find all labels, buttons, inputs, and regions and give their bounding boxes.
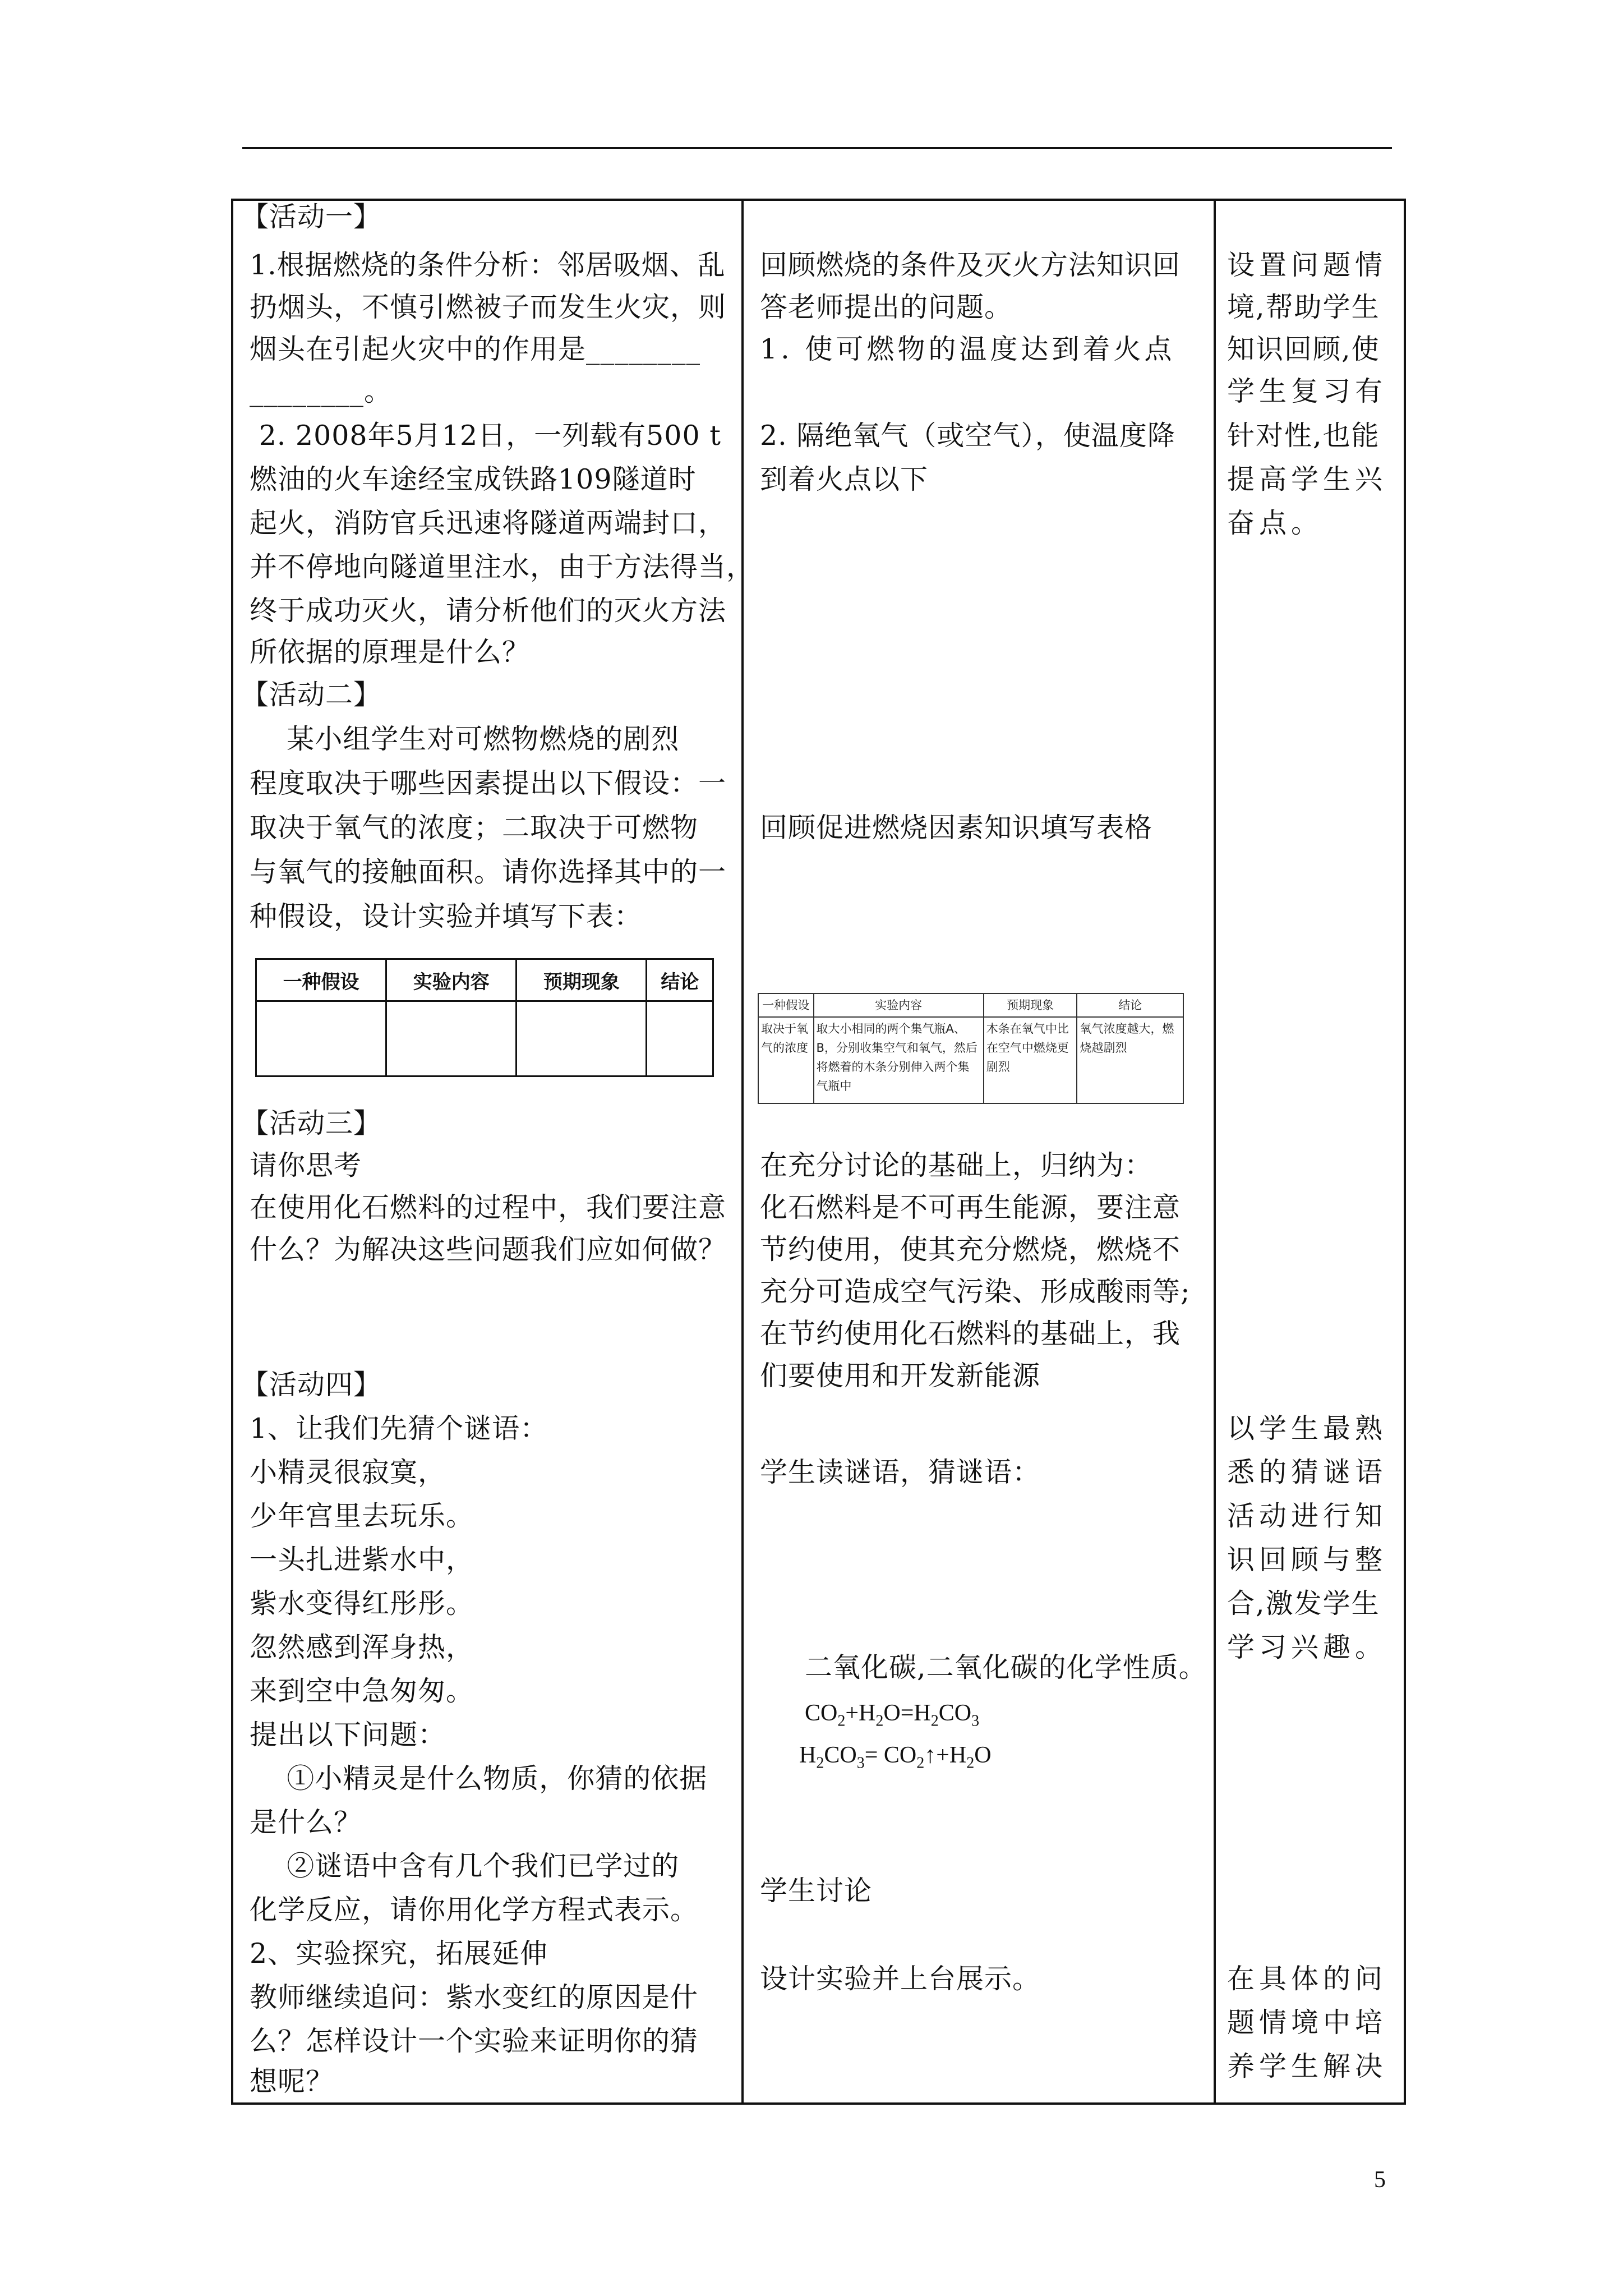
a4-line: 少年宫里去玩乐。 (250, 1500, 474, 1532)
table-cell (647, 1001, 713, 1076)
header-rule (242, 147, 1392, 149)
c2-line: 识回顾与整 (1227, 1544, 1387, 1576)
mini-table-header: 预期现象 (984, 993, 1077, 1017)
table-cell (256, 1001, 386, 1076)
a2-line: 种假设，设计实验并填写下表： (250, 900, 643, 932)
table-cell (517, 1001, 647, 1076)
a3-line: 请你思考 (250, 1149, 362, 1181)
q2-line: 并不停地向隧道里注水，由于方法得当， (250, 551, 755, 583)
mini-table-header: 结论 (1077, 993, 1183, 1017)
a4-line: 紫水变得红彤彤。 (250, 1588, 474, 1619)
table-header: 实验内容 (386, 959, 517, 1001)
b6-text: 学生讨论 (760, 1875, 873, 1907)
b3-line: 化石燃料是不可再生能源，要注意 (760, 1191, 1181, 1223)
a2-line: 某小组学生对可燃物燃烧的剧烈 (250, 723, 680, 755)
a2-line: 与氧气的接触面积。请你选择其中的一 (250, 856, 727, 888)
table-header: 结论 (647, 959, 713, 1001)
q1-line: ________。 (250, 375, 393, 407)
c2-line: 活动进行知 (1227, 1500, 1387, 1532)
c3-line: 养学生解决 (1227, 2050, 1387, 2082)
q2-line: 起火，消防官兵迅速将隧道两端封口， (250, 507, 727, 539)
a4-line: 提出以下问题： (250, 1719, 446, 1751)
c3-line: 题情境中培 (1227, 2007, 1387, 2039)
activity3-title: 【活动三】 (241, 1107, 382, 1139)
a4-line: 么？怎样设计一个实验来证明你的猜 (250, 2025, 699, 2057)
mini-table-cell: 取大小相同的两个集气瓶A、B，分别收集空气和氧气，然后将燃着的木条分别伸入两个集气瓶中 (814, 1017, 984, 1103)
table-cell (386, 1001, 517, 1076)
b3-line: 们要使用和开发新能源 (760, 1360, 1041, 1392)
c3-line: 在具体的问 (1227, 1963, 1387, 1995)
q2-line: 终于成功灭火，请分析他们的灭火方法 (250, 595, 727, 627)
hypothesis-table-blank (255, 958, 714, 1077)
q1-line: 烟头在引起火灾中的作用是________ (250, 333, 701, 365)
q2-line: 2. 2008年5月12日，一列载有500 t (250, 420, 721, 452)
c1-line: 设置问题情 (1227, 249, 1387, 281)
b1-line: 2. 隔绝氧气（或空气），使温度降 (760, 420, 1175, 452)
page-number: 5 (1374, 2167, 1386, 2193)
c1-line: 知识回顾,使 (1227, 333, 1380, 365)
b3-line: 在节约使用化石燃料的基础上，我 (760, 1318, 1181, 1350)
a4-line: 一头扎进紫水中， (250, 1544, 474, 1576)
a3-line: 在使用化石燃料的过程中，我们要注意 (250, 1191, 727, 1223)
mini-table-cell: 取决于氧气的浓度 (758, 1017, 814, 1103)
a4-line: 2、实验探究，拓展延伸 (250, 1938, 548, 1970)
equation-1: $CO_2+H_2O=H_2CO_3$ (805, 1700, 980, 1730)
table-header: 一种假设 (256, 959, 386, 1001)
c1-line: 境,帮助学生 (1227, 291, 1380, 323)
activity4-title: 【活动四】 (241, 1369, 382, 1401)
a2-line: 程度取决于哪些因素提出以下假设：一 (250, 767, 727, 799)
column-divider-2 (1214, 199, 1216, 2105)
c2-line: 合,激发学生 (1227, 1588, 1380, 1619)
mini-table-cell: 木条在氧气中比在空气中燃烧更剧烈 (984, 1017, 1077, 1103)
table-header: 预期现象 (517, 959, 647, 1001)
b3-line: 充分可造成空气污染、形成酸雨等; (760, 1276, 1191, 1308)
a4-line: 是什么？ (250, 1806, 362, 1838)
c2-line: 悉的猜谜语 (1227, 1456, 1387, 1488)
a2-line: 取决于氧气的浓度；二取决于可燃物 (250, 812, 699, 844)
hypothesis-table-answer (758, 993, 1184, 1104)
activity1-title: 【活动一】 (241, 201, 382, 233)
equation-2: $H_2CO_3=$ $CO_2↑+H_2O$ (799, 1742, 992, 1772)
c1-line: 奋点。 (1227, 507, 1324, 539)
mini-table-cell: 氧气浓度越大，燃烧越剧烈 (1077, 1017, 1183, 1103)
c2-line: 学习兴趣。 (1227, 1631, 1387, 1663)
b3-line: 节约使用，使其充分燃烧，燃烧不 (760, 1234, 1181, 1266)
a4-line: 化学反应，请你用化学方程式表示。 (250, 1894, 699, 1926)
a4-line: 想呢？ (250, 2065, 334, 2097)
c1-line: 针对性,也能 (1227, 420, 1380, 452)
q1-line: 1.根据燃烧的条件分析：邻居吸烟、乱 (250, 249, 726, 281)
column-divider-1 (741, 199, 744, 2105)
c2-line: 以学生最熟 (1227, 1412, 1387, 1444)
b1-line: 到着火点以下 (760, 463, 929, 495)
a4-line: 小精灵很寂寞， (250, 1456, 446, 1488)
activity2-title: 【活动二】 (241, 679, 382, 711)
c1-line: 提高学生兴 (1227, 463, 1387, 495)
b2-text: 回顾促进燃烧因素知识填写表格 (760, 812, 1153, 844)
b1-line: 回顾燃烧的条件及灭火方法知识回 (760, 249, 1181, 281)
a4-line: ①小精灵是什么物质，你猜的依据 (250, 1763, 708, 1795)
b4-text: 学生读谜语，猜谜语： (760, 1456, 1041, 1488)
mini-table-header: 实验内容 (814, 993, 984, 1017)
a4-line: 教师继续追问：紫水变红的原因是什 (250, 1981, 699, 2013)
b1-line: 1. 使可燃物的温度达到着火点 (760, 333, 1175, 365)
b1-line: 答老师提出的问题。 (760, 291, 1013, 323)
q1-line: 扔烟头，不慎引燃被子而发生火灾，则 (250, 291, 727, 323)
b7-text: 设计实验并上台展示。 (760, 1963, 1041, 1995)
b3-line: 在充分讨论的基础上，归纳为： (760, 1149, 1153, 1181)
a3-line: 什么？为解决这些问题我们应如何做？ (250, 1234, 727, 1266)
q2-line: 燃油的火车途经宝成铁路109隧道时 (250, 463, 697, 495)
c1-line: 学生复习有 (1227, 375, 1387, 407)
mini-table-header: 一种假设 (758, 993, 814, 1017)
q2-line: 所依据的原理是什么？ (250, 636, 531, 668)
a4-line: 来到空中急匆匆。 (250, 1675, 474, 1707)
a4-line: ②谜语中含有几个我们已学过的 (250, 1850, 680, 1882)
a4-line: 1、让我们先猜个谜语： (250, 1412, 548, 1444)
a4-line: 忽然感到浑身热， (250, 1631, 474, 1663)
b5-text: 二氧化碳,二氧化碳的化学性质。 (805, 1651, 1207, 1683)
